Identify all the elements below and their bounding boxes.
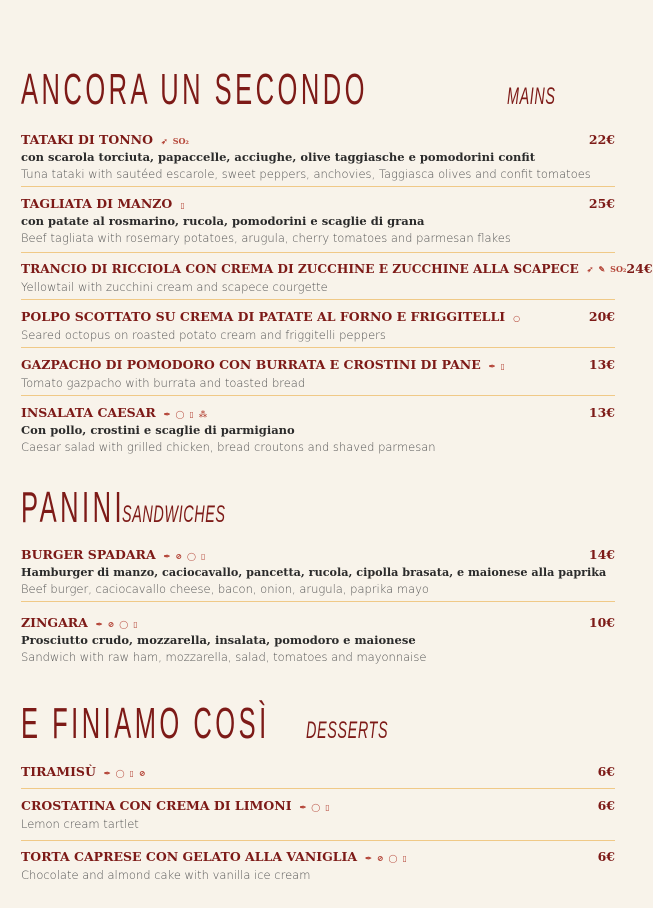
item-price: 10€ (588, 615, 615, 630)
item-price: 20€ (588, 309, 615, 324)
item-price: 6€ (597, 849, 615, 864)
soy-icon: ⊘ (107, 618, 115, 629)
gluten-icon: ✒ (163, 550, 171, 561)
gluten-icon: ✒ (488, 360, 496, 371)
section-subheading: DESSERTS (305, 717, 388, 744)
item-description-it: Hamburger di manzo, caciocavallo, pancetta, rucola, cipolla brasata, e maionese alla paprika (21, 565, 607, 579)
menu-item (21, 357, 615, 396)
egg-icon: ◯ (115, 767, 125, 778)
item-description-it: con patate al rosmarino, rucola, pomodorini e scaglie di grana (21, 214, 425, 228)
gluten-icon: ✒ (299, 801, 307, 812)
section-heading: PANINI (21, 483, 126, 532)
milk-icon: ▯ (500, 360, 505, 371)
fish-icon: ➶ (586, 264, 594, 274)
soy-icon: ⊘ (138, 767, 146, 778)
item-name: GAZPACHO DI POMODORO CON BURRATA E CROSTINI DI PANE (21, 357, 481, 372)
mollusc-icon: ○ (513, 312, 521, 323)
section-heading: ANCORA UN SECONDO (21, 65, 369, 114)
menu-item (21, 309, 615, 348)
item-description-en: Sandwich with raw ham, mozzarella, salad, tomatoes and mayonnaise (21, 650, 427, 664)
soy-icon: ⊘ (175, 550, 183, 561)
item-description-it: con scarola torciuta, papaccelle, acciughe, olive taggiasche e pomodorini confit (21, 150, 536, 164)
milk-icon: ▯ (201, 550, 206, 561)
soy-icon: ⊘ (376, 852, 384, 863)
menu-item (21, 132, 615, 187)
item-price: 24€ (626, 261, 653, 276)
section-title (21, 483, 295, 532)
section-heading: E FINIAMO COSÌ (21, 699, 270, 748)
item-name: INSALATA CAESAR (21, 405, 156, 420)
item-description-en: Lemon cream tartlet (21, 817, 139, 831)
section-title (21, 699, 443, 748)
item-name: TATAKI DI TONNO (21, 132, 153, 147)
gluten-icon: ✒ (95, 618, 103, 629)
item-description-en: Beef tagliata with rosemary potatoes, arugula, cherry tomatoes and parmesan flakes (21, 231, 511, 245)
item-description-en: Yellowtail with zucchini cream and scapece courgette (21, 280, 328, 294)
egg-icon: ◯ (388, 852, 398, 863)
item-price: 13€ (588, 405, 615, 420)
item-price: 13€ (588, 357, 615, 372)
so2-icon: SO₂ (610, 264, 627, 274)
menu-item (21, 261, 653, 300)
item-name: TAGLIATA DI MANZO (21, 196, 173, 211)
item-price: 6€ (597, 764, 615, 779)
menu-item (21, 196, 615, 253)
item-name: CROSTATINA CON CREMA DI LIMONI (21, 798, 292, 813)
item-description-en: Tomato gazpacho with burrata and toasted bread (21, 376, 306, 390)
mustard-icon: ⁂ (198, 408, 208, 419)
milk-icon: ▯ (402, 852, 407, 863)
section-title (21, 65, 588, 114)
menu-item (21, 405, 615, 461)
item-description-en: Tuna tataki with sautéed escarole, sweet peppers, anchovies, Taggiasca olives and confit tomatoes (21, 167, 591, 181)
item-description-en: Chocolate and almond cake with vanilla ice cream (21, 868, 311, 882)
item-description-it: Con pollo, crostini e scaglie di parmigiano (21, 423, 295, 437)
gluten-icon: ✒ (365, 852, 372, 863)
menu-item (21, 547, 615, 602)
milk-icon: ▯ (325, 801, 330, 812)
menu-item (21, 764, 615, 789)
milk-icon: ▯ (129, 767, 134, 778)
item-description-en: Seared octopus on roasted potato cream and friggitelli peppers (21, 328, 386, 342)
item-price: 14€ (588, 547, 615, 562)
item-name: TRANCIO DI RICCIOLA CON CREMA DI ZUCCHINE E ZUCCHINE ALLA SCAPECE (21, 261, 579, 276)
milk-icon: ▯ (133, 618, 138, 629)
item-description-en: Caesar salad with grilled chicken, bread croutons and shaved parmesan (21, 440, 436, 454)
egg-icon: ◯ (311, 801, 321, 812)
section-subheading: MAINS (507, 83, 556, 110)
item-name: POLPO SCOTTATO SU CREMA DI PATATE AL FORNO E FRIGGITELLI (21, 309, 506, 324)
item-price: 6€ (597, 798, 615, 813)
egg-icon: ◯ (187, 550, 196, 561)
milk-icon: ▯ (180, 199, 185, 210)
item-name: TIRAMISÙ (21, 764, 96, 779)
item-name: BURGER SPADARA (21, 547, 156, 562)
item-name: ZINGARA (21, 615, 88, 630)
item-description-it: Prosciutto crudo, mozzarella, insalata, pomodoro e maionese (21, 633, 416, 647)
egg-icon: ◯ (175, 408, 185, 419)
menu-item (21, 615, 615, 671)
gluten-icon: ✒ (103, 767, 111, 778)
item-name: TORTA CAPRESE CON GELATO ALLA VANIGLIA (21, 849, 358, 864)
fish-icon: ➶ (160, 135, 168, 146)
menu-item (21, 798, 615, 841)
item-price: 22€ (588, 132, 615, 147)
milk-icon: ▯ (189, 408, 194, 419)
item-description-en: Beef burger, caciocavallo cheese, bacon, onion, arugula, paprika mayo (21, 582, 429, 596)
egg-icon: ◯ (119, 618, 129, 629)
item-price: 25€ (588, 196, 615, 211)
so2-icon: SO₂ (172, 135, 189, 146)
menu-item (21, 849, 615, 889)
gluten-icon: ✒ (163, 408, 171, 419)
section-subheading: SANDWICHES (122, 501, 227, 528)
celery-icon: ✎ (598, 264, 606, 274)
